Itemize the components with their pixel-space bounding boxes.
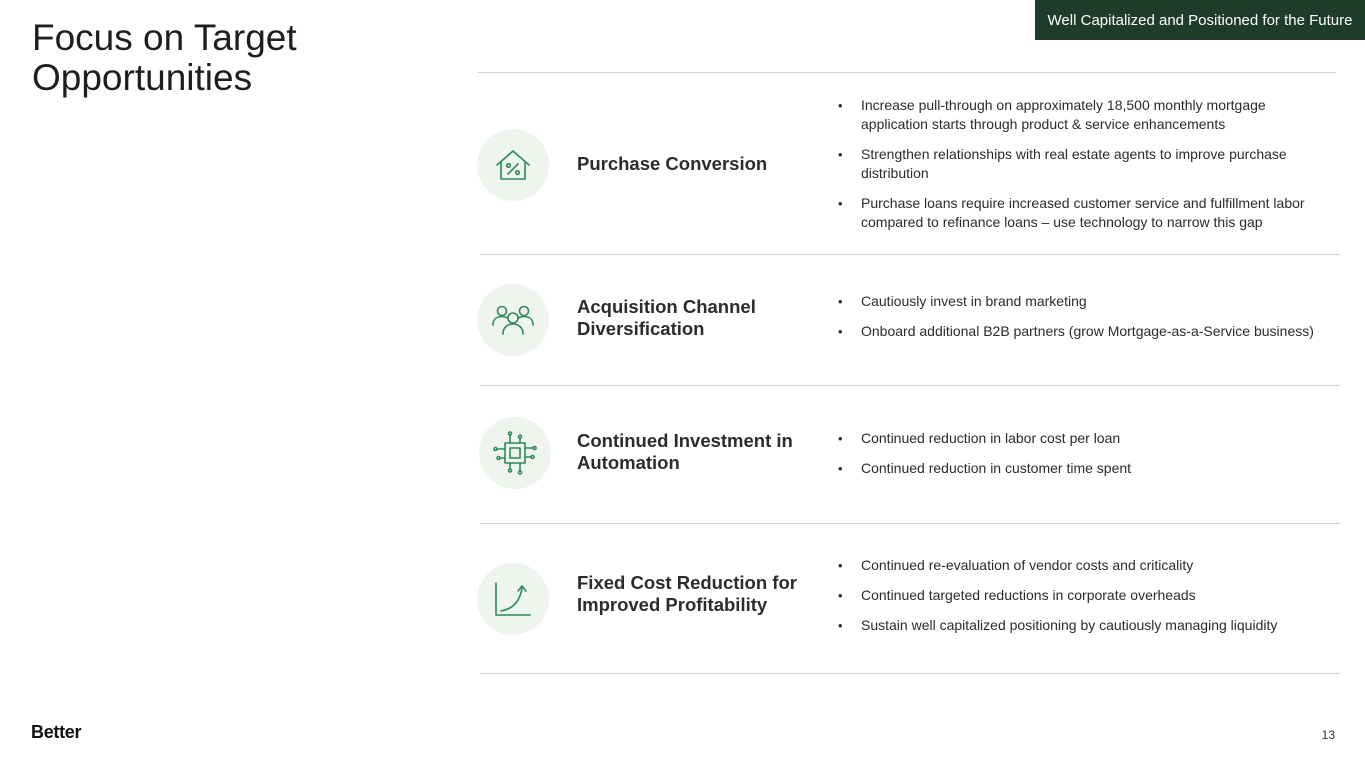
list-item: • Cautiously invest in brand marketing (838, 292, 1318, 311)
list-item: • Sustain well capitalized positioning by cautiously managing liquidity (838, 616, 1318, 635)
page-title: Focus on Target Opportunities (32, 17, 297, 98)
opportunity-row-fixed-cost (477, 555, 1340, 655)
section-tag: Well Capitalized and Positioned for the Future (1035, 0, 1365, 40)
bullet-list (838, 96, 1318, 243)
opportunity-row-automation (477, 417, 1340, 497)
divider (480, 385, 1340, 386)
opportunity-row-acquisition-channel (477, 283, 1340, 363)
list-item: • Continued reduction in customer time spent (838, 459, 1318, 478)
company-logo: Better (31, 722, 82, 742)
divider (480, 673, 1340, 674)
circuit-chip-icon (479, 417, 551, 489)
people-group-icon (477, 284, 549, 356)
bullet-list (838, 556, 1318, 646)
divider (480, 523, 1340, 524)
row-title: Purchase Conversion (577, 153, 768, 174)
opportunity-row-purchase-conversion (477, 95, 1340, 245)
divider (478, 72, 1336, 73)
row-title: Fixed Cost Reduction for Improved Profitability (577, 572, 797, 615)
divider (480, 254, 1340, 255)
list-item: • Purchase loans require increased customer service and fulfillment labor compared to refinance loans – use technology to narrow this gap (838, 194, 1318, 232)
list-item: • Continued reduction in labor cost per loan (838, 429, 1318, 448)
list-item: • Increase pull-through on approximately 18,500 monthly mortgage application starts through product & service enhancements (838, 96, 1318, 134)
growth-curve-icon (477, 563, 549, 635)
page-number: 13 (1321, 728, 1335, 742)
bullet-list (838, 429, 1318, 489)
list-item: • Continued re-evaluation of vendor costs and criticality (838, 556, 1318, 575)
row-title: Acquisition Channel Diversification (577, 296, 756, 339)
bullet-list (838, 292, 1318, 352)
list-item: • Strengthen relationships with real estate agents to improve purchase distribution (838, 145, 1318, 183)
row-title: Continued Investment in Automation (577, 430, 793, 473)
list-item: • Continued targeted reductions in corporate overheads (838, 586, 1318, 605)
house-percent-icon (477, 129, 549, 201)
list-item: • Onboard additional B2B partners (grow Mortgage-as-a-Service business) (838, 322, 1318, 341)
